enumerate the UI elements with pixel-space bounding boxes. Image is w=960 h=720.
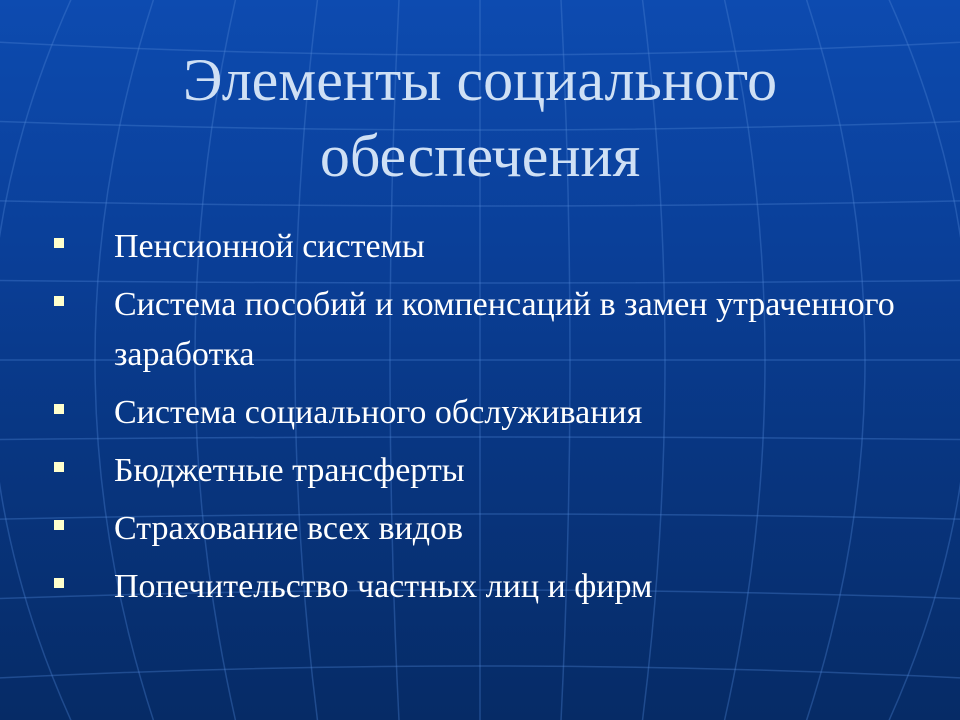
square-bullet-icon [54,520,64,530]
bullet-text: Страхование всех видов [114,510,464,547]
bullet-item-insurance [50,504,930,554]
bullet-item-benefits [50,280,930,380]
square-bullet-icon [54,238,64,248]
slide-title-line-1: Элементы социального [182,47,778,113]
bullet-text: Бюджетные трансферты [114,452,465,489]
slide-title-line-2: обеспечения [319,123,641,189]
square-bullet-icon [54,578,64,588]
bullet-item-guardianship [50,562,930,612]
bullet-text: Система пособий и компенсаций в замен утраченного заработка [114,286,895,373]
square-bullet-icon [54,462,64,472]
bullet-text: Пенсионной системы [114,228,425,265]
bullet-item-pension [50,222,930,272]
bullet-list [50,222,930,620]
slide-title [0,42,960,194]
square-bullet-icon [54,404,64,414]
bullet-item-budget-transfers [50,446,930,496]
square-bullet-icon [54,296,64,306]
bullet-item-social-service [50,388,930,438]
bullet-text: Попечительство частных лиц и фирм [114,568,653,605]
bullet-text: Система социального обслуживания [114,394,643,431]
